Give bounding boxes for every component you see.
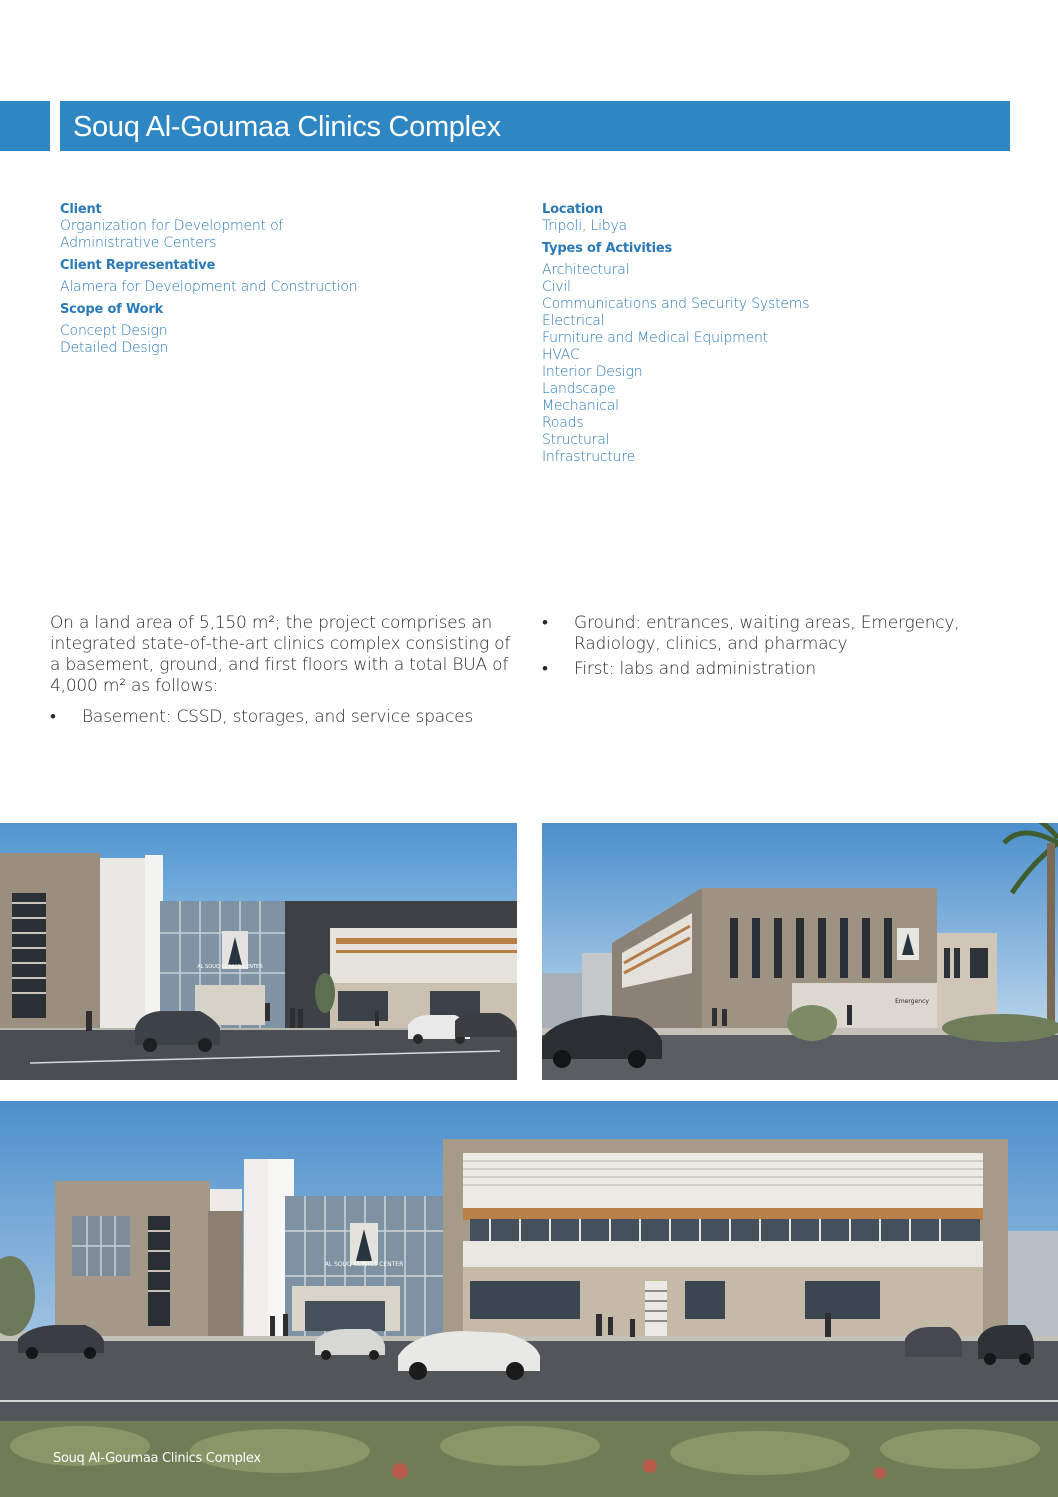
info-value: Detailed Design (60, 340, 169, 356)
bullet-text: Basement: CSSD, storages, and service spaces (82, 707, 474, 727)
info-value: Tripoli, Libya (542, 218, 627, 234)
bullet-text: Ground: entrances, waiting areas, Emergency, (574, 613, 960, 633)
bullet-item (542, 659, 1002, 680)
building-sign: AL SOUQ CLINICS CENTER (197, 964, 263, 970)
intro-line: On a land area of 5,150 m²; the project comprises an (50, 613, 493, 633)
bullet-text: Radiology, clinics, and pharmacy (574, 634, 848, 654)
footer-caption: Souq Al-Goumaa Clinics Complex (53, 1451, 261, 1466)
info-group-scope-of-work (60, 301, 500, 357)
project-info-left (60, 201, 500, 357)
bullet-dot: • (542, 613, 548, 633)
info-label: Scope of Work (60, 302, 164, 317)
description-right (542, 613, 1002, 680)
activity-item: Interior Design (542, 364, 643, 380)
activity-item: Roads (542, 415, 584, 431)
info-label: Types of Activities (542, 241, 673, 256)
header-accent-block (0, 101, 50, 151)
activity-item: Mechanical (542, 398, 619, 414)
activity-item: Landscape (542, 381, 616, 397)
info-group-client (60, 201, 500, 252)
intro-line: a basement, ground, and first floors with a total BUA of (50, 655, 509, 675)
emergency-sign: Emergency (895, 998, 929, 1005)
building-sign-panorama: AL SOUQ CLINICS CENTER (324, 1261, 404, 1268)
info-group-client-representative (60, 257, 500, 296)
info-group-location (542, 201, 1012, 235)
info-value: Concept Design (60, 323, 168, 339)
info-label: Client Representative (60, 258, 216, 273)
activity-item: Electrical (542, 313, 605, 329)
activity-item: Architectural (542, 262, 630, 278)
bullet-item (50, 707, 520, 728)
info-value: Alamera for Development and Construction (60, 279, 358, 295)
activity-item: HVAC (542, 347, 580, 363)
info-label: Client (60, 202, 102, 217)
title-bar (60, 101, 1010, 151)
info-value: Administrative Centers (60, 235, 217, 251)
activity-item: Infrastructure (542, 449, 635, 465)
bullet-text: First: labs and administration (574, 659, 816, 679)
description-left (50, 613, 520, 728)
bullet-dot: • (50, 707, 56, 727)
bullet-dot: • (542, 659, 548, 679)
description-intro (50, 613, 520, 697)
activity-item: Communications and Security Systems (542, 296, 810, 312)
info-label: Location (542, 202, 603, 217)
rendering-side-view (542, 823, 1058, 1080)
page-title: Souq Al-Goumaa Clinics Complex (73, 111, 501, 143)
activity-item: Structural (542, 432, 610, 448)
rendering-panorama (0, 1101, 1058, 1497)
info-value: Organization for Development of (60, 218, 284, 234)
info-group-types-of-activities (542, 240, 1012, 466)
activity-item: Furniture and Medical Equipment (542, 330, 768, 346)
bullet-item (542, 613, 1002, 655)
activity-item: Civil (542, 279, 571, 295)
intro-line: 4,000 m² as follows: (50, 676, 219, 696)
project-info-right (542, 201, 1012, 466)
intro-line: integrated state-of-the-art clinics complex consisting of (50, 634, 511, 654)
rendering-front-view (0, 823, 517, 1080)
